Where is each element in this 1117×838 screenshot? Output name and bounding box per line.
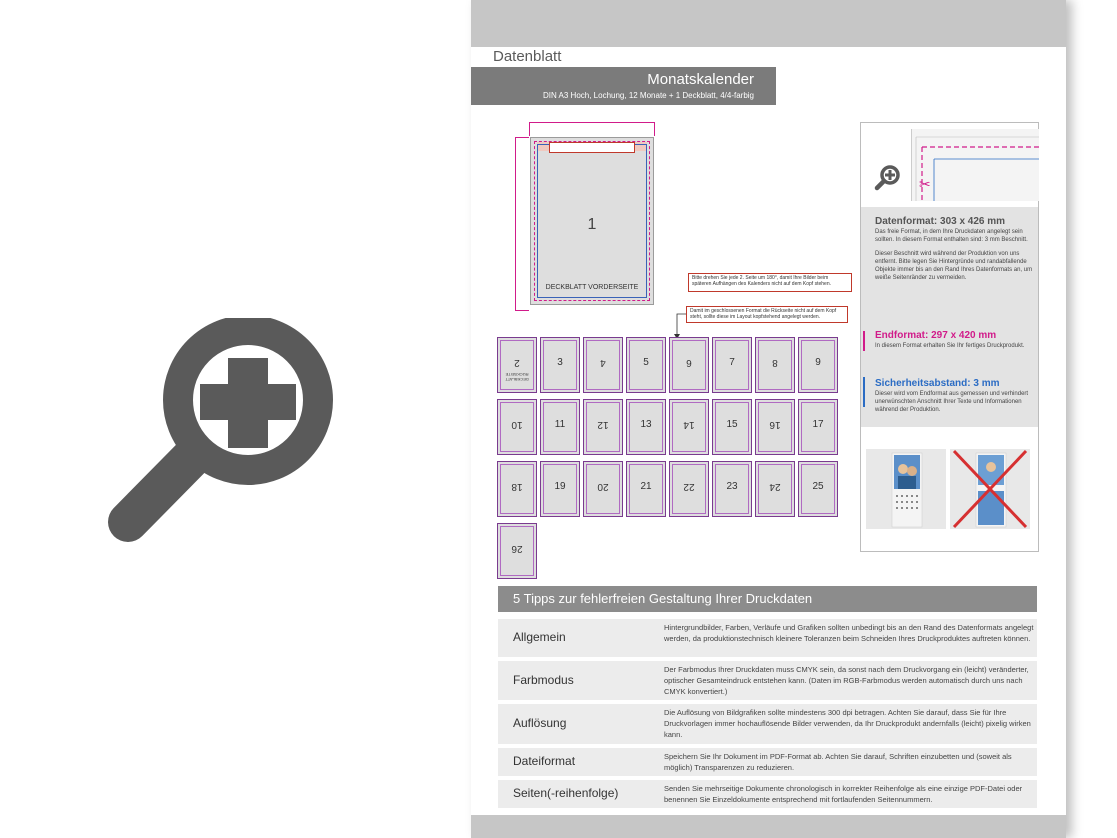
calendar-page-thumb bbox=[669, 337, 709, 393]
page-number: 26 bbox=[511, 543, 523, 554]
tip-text: Hintergrundbilder, Farben, Verläufe und Grafiken sollten unbedingt bis an den Rand des Datenformats angelegt werden, da produktionstechnisch kleinere Toleranzen beim Schneiden Ihres Druckproduktes auftreten können. bbox=[664, 623, 1034, 643]
bleed-corner-graphic bbox=[912, 129, 1039, 201]
calendar-page-thumb bbox=[669, 461, 709, 517]
tip-key: Farbmodus bbox=[513, 672, 574, 687]
page-number: 4 bbox=[600, 357, 606, 368]
calendar-page-thumb bbox=[497, 337, 537, 393]
page-number: 24 bbox=[769, 481, 781, 492]
blue-marker bbox=[863, 377, 865, 407]
callout-pointer bbox=[671, 312, 691, 340]
calendar-page-thumb bbox=[755, 461, 795, 517]
datasheet-tag: Datenblatt bbox=[471, 47, 591, 67]
calendar-page-thumb bbox=[798, 337, 838, 393]
page-number: 22 bbox=[683, 481, 695, 492]
zoom-in-icon[interactable] bbox=[100, 318, 356, 550]
sicherheit-title: Sicherheitsabstand: 3 mm bbox=[875, 378, 1000, 389]
page-number: 19 bbox=[554, 481, 566, 492]
page-number: 18 bbox=[511, 481, 523, 492]
calendar-page-thumb bbox=[626, 461, 666, 517]
calendar-page-thumb bbox=[755, 399, 795, 455]
calendar-page-thumb bbox=[583, 337, 623, 393]
calendar-page-thumb bbox=[583, 461, 623, 517]
page-number: 10 bbox=[511, 419, 523, 430]
calendar-page-thumb bbox=[712, 461, 752, 517]
page-number: 11 bbox=[554, 419, 566, 430]
datenformat-text: Das freie Format, in dem Ihre Druckdaten angelegt sein sollten. In diesem Format enthalten sind: 3 mm Beschnitt. bbox=[875, 229, 1028, 243]
format-info-box bbox=[861, 207, 1038, 427]
corner-preview bbox=[911, 129, 1039, 201]
tip-text: Senden Sie mehrseitige Dokumente chronologisch in korrekter Reihenfolge als eine einzige PDF-Datei oder benennen Sie Einzeldokumente entsprechend mit fortlaufenden Seitennummern. bbox=[664, 784, 1023, 804]
height-dimension bbox=[515, 137, 529, 311]
page-number: 23 bbox=[726, 481, 738, 492]
page-number: 13 bbox=[640, 419, 652, 430]
product-subtitle: DIN A3 Hoch, Lochung, 12 Monate + 1 Deckblatt, 4/4-farbig bbox=[542, 91, 754, 100]
page-number: 17 bbox=[812, 419, 824, 430]
page-number: 5 bbox=[643, 357, 649, 368]
calendar-page-thumb bbox=[669, 399, 709, 455]
page-number: 7 bbox=[729, 357, 735, 368]
page-sublabel: DECKBLATT RÜCKSEITE bbox=[505, 372, 529, 382]
page-number: 12 bbox=[597, 419, 609, 430]
tip-text: Speichern Sie Ihr Dokument im PDF-Format ab. Achten Sie darauf, Schriften einzubetten und (soweit als möglich) Transparenzen zu reduzieren. bbox=[664, 752, 1012, 772]
page-number: 9 bbox=[815, 357, 821, 368]
page-number: 20 bbox=[597, 481, 609, 492]
calendar-page-thumb bbox=[583, 399, 623, 455]
datenformat-title: Datenformat: 303 x 426 mm bbox=[875, 216, 1006, 227]
tip-key: Allgemein bbox=[513, 630, 566, 644]
tip-key: Auflösung bbox=[513, 716, 567, 730]
tip-key: Dateiformat bbox=[513, 754, 576, 768]
header-band bbox=[471, 0, 1066, 47]
page-number: 6 bbox=[686, 357, 692, 368]
zoom-in-icon[interactable] bbox=[873, 163, 903, 193]
calendar-page-thumb bbox=[626, 337, 666, 393]
calendar-page-thumb bbox=[497, 523, 537, 579]
calendar-page-thumb bbox=[798, 461, 838, 517]
product-title: Monatskalender bbox=[647, 71, 754, 88]
format-info-panel bbox=[860, 122, 1039, 552]
page-number: 15 bbox=[726, 419, 738, 430]
correct-example-image bbox=[866, 449, 946, 529]
calendar-page-thumb bbox=[626, 399, 666, 455]
width-dimension bbox=[529, 122, 655, 136]
cover-note bbox=[549, 142, 635, 153]
page-number: 25 bbox=[812, 481, 824, 492]
magenta-marker bbox=[863, 331, 865, 351]
footer-band bbox=[471, 815, 1066, 838]
calendar-page-thumb bbox=[497, 461, 537, 517]
page-number: 14 bbox=[683, 419, 695, 430]
svg-text:✂: ✂ bbox=[919, 177, 931, 193]
calendar-page-thumb bbox=[755, 337, 795, 393]
tips-heading: 5 Tipps zur fehlerfreien Gestaltung Ihrer Druckdaten bbox=[498, 586, 1037, 612]
tip-row bbox=[498, 661, 1037, 700]
datasheet-page bbox=[471, 0, 1066, 838]
tip-row bbox=[498, 704, 1037, 744]
calendar-page-thumb bbox=[540, 461, 580, 517]
wrong-example-image bbox=[950, 449, 1030, 529]
cover-number: 1 bbox=[587, 216, 597, 233]
page-number: 16 bbox=[769, 419, 781, 430]
beschnitt-text: Dieser Beschnitt wird während der Produktion von uns entfernt. Bitte legen Sie Hintergründe und randabfallende Objekte immer bis an den Rand Ihres Datenformats an, um weiße Seitenränder zu vermeiden. bbox=[875, 251, 1033, 281]
calendar-page-thumb bbox=[712, 337, 752, 393]
cover-label: DECKBLATT VORDERSEITE bbox=[545, 284, 639, 291]
tip-row bbox=[498, 619, 1037, 657]
tip-row bbox=[498, 748, 1037, 776]
tip-text: Der Farbmodus Ihrer Druckdaten muss CMYK sein, da sonst nach dem Druckvorgang ein (leicht) veränderter, optischer Gesamteindruck entstehen kann. (Daten im RGB-Farbmodus werden automatisch durch uns nach CMYK konvertiert.) bbox=[664, 665, 1029, 696]
tip-row bbox=[498, 780, 1037, 808]
page-number: 8 bbox=[772, 357, 778, 368]
endformat-title: Endformat: 297 x 420 mm bbox=[875, 330, 997, 341]
page-number: 2 bbox=[514, 357, 520, 368]
tip-key: Seiten(-reihenfolge) bbox=[513, 786, 619, 800]
backside-callout: Damit im geschlossenen Format die Rückseite nicht auf dem Kopf steht, sollte diese im Layout kopfstehend angelegt werden. bbox=[686, 306, 848, 323]
calendar-page-thumb bbox=[540, 337, 580, 393]
calendar-page-thumb bbox=[497, 399, 537, 455]
endformat-text: In diesem Format erhalten Sie Ihr fertiges Druckprodukt. bbox=[875, 343, 1025, 349]
tip-text: Die Auflösung von Bildgrafiken sollte mindestens 300 dpi betragen. Achten Sie darauf, dass Sie für Ihre Druckvorlagen immer hochauflösende Bilder verwenden, da Ihr Druckprodukt andernfalls (leicht) pixelig wirken kann. bbox=[664, 708, 1031, 739]
title-bar bbox=[471, 67, 776, 105]
cover-page-diagram bbox=[530, 137, 654, 305]
sicherheit-text: Dieser wird vom Endformat aus gemessen und verhindert unerwünschten Anschnitt Ihrer Texte und Informationen während der Produktion. bbox=[875, 391, 1029, 413]
calendar-page-thumb bbox=[798, 399, 838, 455]
page-number: 21 bbox=[640, 481, 652, 492]
page-number: 3 bbox=[557, 357, 563, 368]
calendar-page-thumb bbox=[540, 399, 580, 455]
rotate-callout: Bitte drehen Sie jede 2. Seite um 180°, damit Ihre Bilder beim späteren Aufhängen des Kalenders nicht auf dem Kopf stehen. bbox=[688, 273, 852, 292]
corner-detail bbox=[861, 123, 1038, 206]
calendar-page-thumb bbox=[712, 399, 752, 455]
